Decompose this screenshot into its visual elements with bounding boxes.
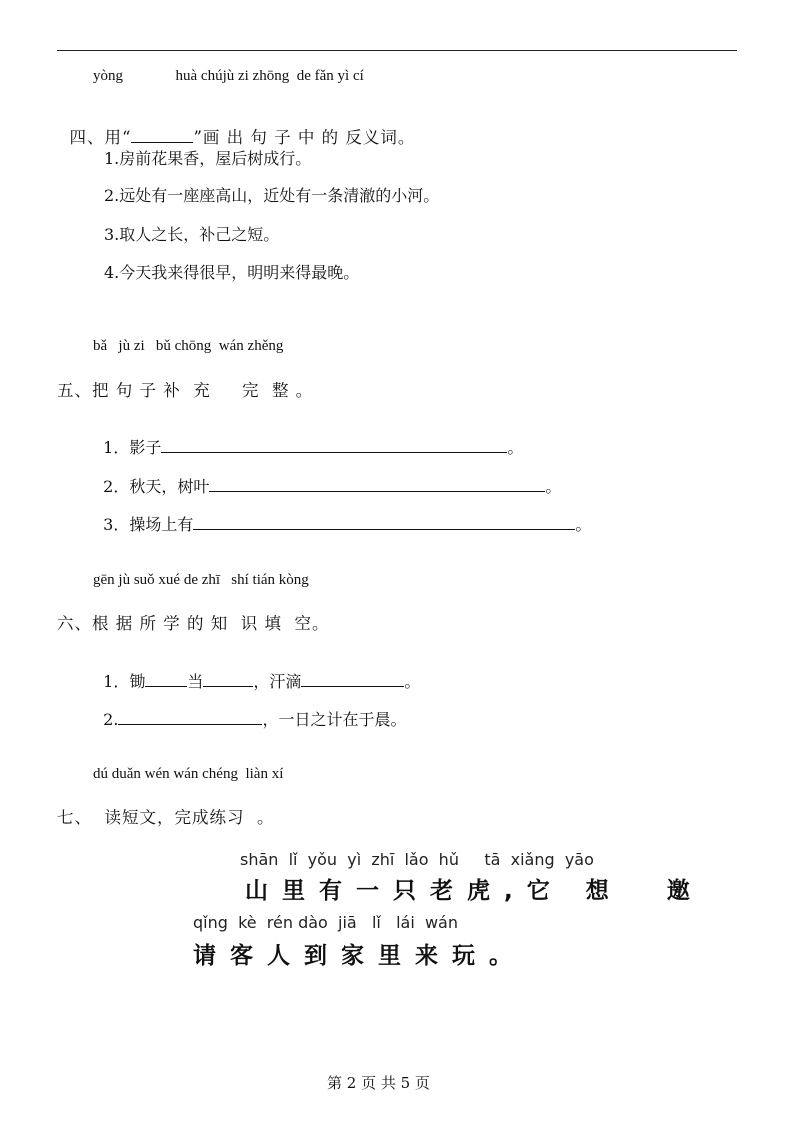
section4-heading	[57, 105, 415, 148]
answer-blank-1[interactable]	[161, 438, 507, 453]
section6-pinyin: gēn jù suǒ xué de zhī shí tián kòng	[93, 572, 309, 588]
answer-blank-3[interactable]	[193, 515, 575, 530]
section6-item-1	[93, 650, 420, 692]
section4-item-3: 3.取人之长，补己之短。	[104, 225, 280, 244]
header-rule	[57, 50, 737, 51]
section5-item-3	[93, 493, 591, 535]
story-line1-pinyin: shān lǐ yǒu yì zhī lǎo hǔ tā xiǎng yāo	[240, 850, 594, 869]
fill-blank-2[interactable]	[203, 672, 253, 687]
section6-item-2-a: 2.	[103, 710, 119, 729]
section5-heading: 五、把 句 子 补 充 完 整 。	[57, 381, 314, 400]
section4-suffix: ”画 出 句 子 中 的 反义词。	[193, 128, 416, 147]
underline-marker	[131, 128, 193, 143]
answer-blank-2[interactable]	[209, 477, 545, 492]
section7-pinyin: dú duǎn wén wán chéng liàn xí	[93, 766, 284, 782]
section4-prefix: 用“	[104, 128, 132, 147]
section5-item-3-end: 。	[575, 515, 592, 534]
page-number: 第 2 页 共 5 页	[327, 1074, 430, 1092]
section5-item-1-end: 。	[507, 438, 524, 457]
section5-pinyin: bǎ jù zi bǔ chōng wán zhěng	[93, 338, 284, 354]
story-line2-text: 请客人到家里来玩。	[193, 943, 526, 969]
section5-item-2-end: 。	[545, 477, 562, 496]
section5-item-1-text: 1．影子	[103, 438, 162, 457]
section4-item-1: 1.房前花果香，屋后树成行。	[104, 149, 312, 168]
section6-item-1-b: 当	[187, 672, 204, 691]
section7-heading: 七、 读短文，完成练习 。	[57, 808, 275, 827]
section5-item-2	[93, 455, 561, 497]
section6-item-1-end: 。	[404, 672, 421, 691]
fill-blank-1[interactable]	[145, 672, 187, 687]
fill-blank-4[interactable]	[118, 710, 262, 725]
section4-item-2: 2.远处有一座座高山，近处有一条清澈的小河。	[104, 186, 440, 205]
story-line2-pinyin: qǐng kè rén dào jiā lǐ lái wán	[193, 913, 458, 932]
section5-item-3-text: 3．操场上有	[103, 515, 194, 534]
section6-item-1-c: ，汗滴	[253, 672, 302, 691]
section4-item-4: 4.今天我来得很早，明明来得最晚。	[104, 263, 360, 282]
section4-number: 四、	[69, 128, 105, 147]
fill-blank-3[interactable]	[301, 672, 404, 687]
story-line1-text: 山里有一只老虎,它 想 邀	[245, 878, 704, 904]
section5-item-2-text: 2．秋天，树叶	[103, 477, 210, 496]
section4-pinyin: yòng huà chújù zi zhōng de fǎn yì cí	[93, 68, 364, 84]
section5-item-1	[93, 416, 523, 458]
section6-item-1-a: 1．锄	[103, 672, 146, 691]
section6-heading: 六、根 据 所 学 的 知 识 填 空。	[57, 614, 330, 633]
section6-item-2	[93, 688, 406, 730]
section6-item-2-b: ，一日之计在于晨。	[262, 710, 407, 729]
